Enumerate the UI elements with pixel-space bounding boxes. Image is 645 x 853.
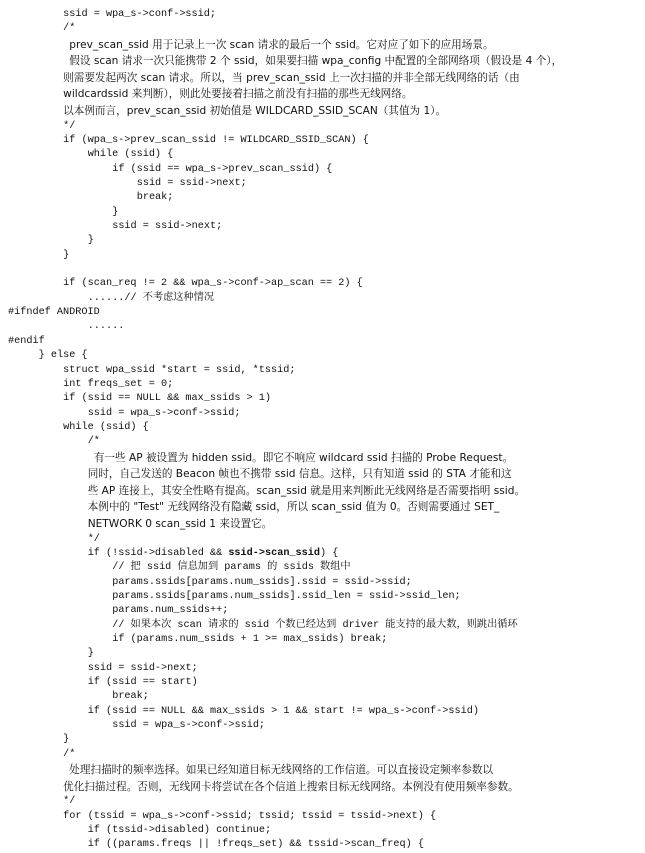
code-line: ssid = wpa_s->conf->ssid; xyxy=(87,407,241,419)
code-line: ssid = ssid->next; xyxy=(136,178,247,190)
code-line: } xyxy=(87,648,94,660)
code-line: int freqs_set = 0; xyxy=(63,378,174,390)
code-line: params.ssids[params.num_ssids].ssid_len = ssid->ssid_len; xyxy=(112,590,461,602)
comment-line: prev_scan_ssid 用于记录上一次 scan 请求的最后一个 ssid。它对应了如下的应用场景。 xyxy=(69,38,494,51)
code-line: /* xyxy=(87,436,100,448)
code-line: } xyxy=(112,206,119,218)
code-line: if (ssid == start) xyxy=(87,676,198,688)
comment-line: 以本例而言，prev_scan_ssid 初始值是 WILDCARD_SSID_SCAN（其值为 1）。 xyxy=(63,105,447,118)
comment-line: 假设 scan 请求一次只能携带 2 个 ssid，如果要扫描 wpa_config 中配置的全部网络项（假设是 4 个）， xyxy=(69,55,563,68)
code-text: if (!ssid->disabled && xyxy=(87,547,229,559)
comment-line: NETWORK 0 scan_ssid 1 来设置它。 xyxy=(87,517,273,530)
comment-line: 同时，自己发送的 Beacon 帧也不携带 ssid 信息。这样，只有知道 ssid 的 STA 才能和这 xyxy=(87,468,512,481)
code-listing xyxy=(0,8,645,853)
comment-line: 些 AP 连接上，其安全性略有提高。scan_ssid 就是用来判断此无线网络是否需要指明 ssid。 xyxy=(87,484,526,497)
code-line: #ifndef ANDROID xyxy=(8,307,100,319)
code-line: } xyxy=(63,249,70,261)
code-line: if (ssid == wpa_s->prev_scan_ssid) { xyxy=(112,163,333,175)
code-line: break; xyxy=(112,691,149,703)
code-line: if ((params.freqs || !freqs_set) && tssid->scan_freq) { xyxy=(87,839,424,851)
code-line: ssid = wpa_s->conf->ssid; xyxy=(63,9,216,20)
code-line: /* xyxy=(63,748,76,760)
code-line: } xyxy=(63,734,70,746)
highlighted-token: ssid->scan_ssid xyxy=(228,547,321,559)
comment-line: 本例中的 "Test" 无线网络没有隐藏 ssid，所以 scan_ssid 值为 0。否则需要通过 SET_ xyxy=(87,501,500,514)
code-line: ...... xyxy=(87,321,125,333)
code-line: for (tssid = wpa_s->conf->ssid; tssid; tssid = tssid->next) { xyxy=(63,810,437,822)
code-line: if (wpa_s->prev_scan_ssid != WILDCARD_SSID_SCAN) { xyxy=(63,135,369,146)
code-line: */ xyxy=(63,796,76,808)
code-line: /* xyxy=(63,23,76,35)
code-line: ......// 不考虑这种情况 xyxy=(87,292,215,304)
code-line: break; xyxy=(136,192,174,204)
code-text-tail: ) { xyxy=(320,547,339,559)
code-line: if (tssid->disabled) continue; xyxy=(87,824,272,836)
code-line: // 如果本次 scan 请求的 ssid 个数已经达到 driver 能支持的最大数，则跳出循环 xyxy=(112,619,518,631)
code-line: } xyxy=(87,235,94,247)
code-line: */ xyxy=(87,533,100,545)
code-line: // 把 ssid 信息加到 params 的 ssids 数组中 xyxy=(112,562,351,574)
comment-line: wildcardssid 来判断），则此处要接着扫描之前没有扫描的那些无线网络。 xyxy=(63,88,413,101)
code-line: ssid = ssid->next; xyxy=(112,221,223,233)
code-line: struct wpa_ssid *start = ssid, *tssid; xyxy=(63,364,296,376)
code-line: } else { xyxy=(38,350,88,362)
code-line: #endif xyxy=(8,335,45,347)
code-line: params.num_ssids++; xyxy=(112,605,229,617)
comment-line: 有一些 AP 被设置为 hidden ssid。即它不响应 wildcard ssid 扫描的 Probe Request。 xyxy=(93,451,514,464)
code-line: ssid = ssid->next; xyxy=(87,662,198,674)
comment-line: 则需要发起两次 scan 请求。所以，当 prev_scan_ssid 上一次扫描的并非全部无线网络的话（由 xyxy=(63,71,520,84)
code-line: while (ssid) { xyxy=(87,149,174,161)
code-line: */ xyxy=(63,120,76,132)
code-line: if (scan_req != 2 && wpa_s->conf->ap_scan == 2) { xyxy=(63,278,363,290)
code-line: if (ssid == NULL && max_ssids > 1) xyxy=(63,393,272,405)
code-line: ssid = wpa_s->conf->ssid; xyxy=(112,720,266,731)
code-line: params.ssids[params.num_ssids].ssid = ssid->ssid; xyxy=(112,576,412,588)
code-line xyxy=(8,547,637,561)
comment-line: 优化扫描过程。否则，无线网卡将尝试在各个信道上搜索目标无线网络。本例没有使用频率参数。 xyxy=(63,780,519,793)
code-line: while (ssid) { xyxy=(63,421,149,433)
code-line: if (params.num_ssids + 1 >= max_ssids) break; xyxy=(112,633,388,645)
comment-line: 处理扫描时的频率选择。如果已经知道目标无线网络的工作信道。可以直接设定频率参数以 xyxy=(69,764,494,777)
blank-line xyxy=(8,263,637,277)
code-line: if (ssid == NULL && max_ssids > 1 && start != wpa_s->conf->ssid) xyxy=(87,705,479,717)
